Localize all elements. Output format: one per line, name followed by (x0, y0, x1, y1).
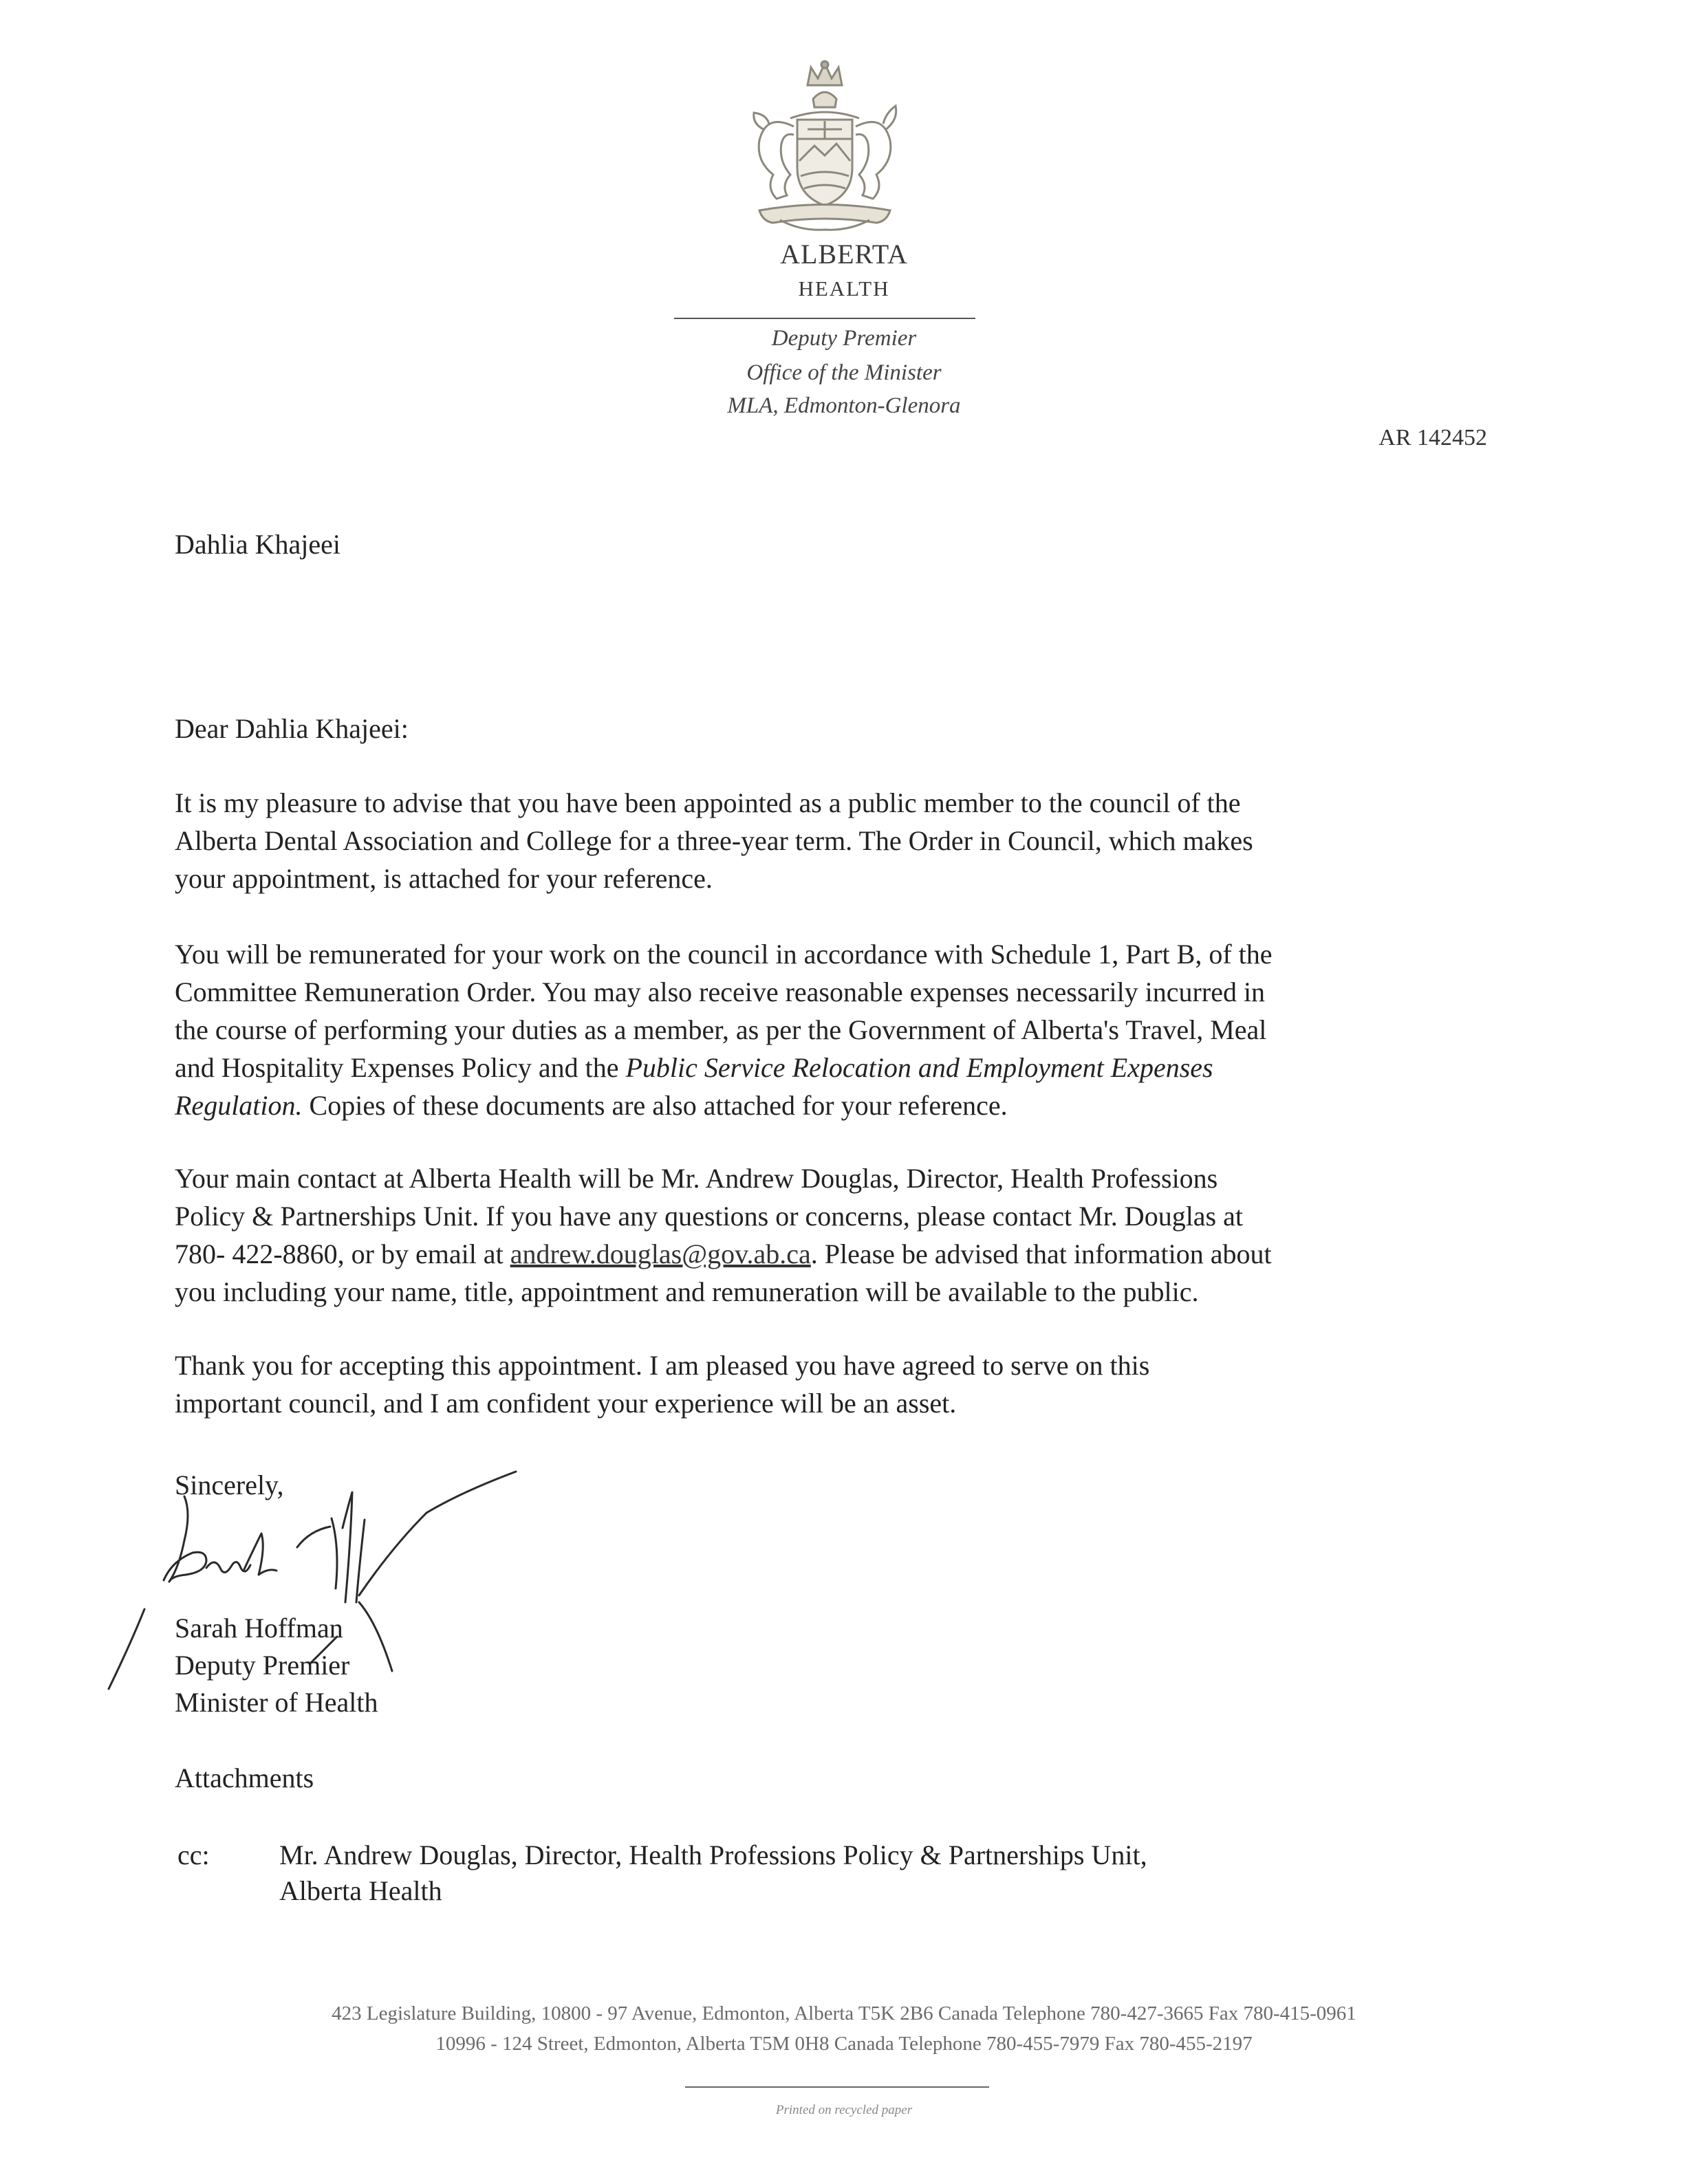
paragraph-remuneration (175, 935, 1523, 1124)
paragraph-text: Copies of these documents are also attached for your reference. (302, 1090, 1008, 1121)
regulation-title: Public Service Relocation and Employment Expenses (625, 1052, 1213, 1083)
paragraph-thanks (175, 1346, 1523, 1422)
paragraph-line (175, 1235, 1523, 1273)
footer-divider (685, 2086, 989, 2088)
paragraph-line: your appointment, is attached for your reference. (175, 863, 713, 894)
signatory-name: Sarah Hoffman (175, 1613, 343, 1644)
paragraph-line: Policy & Partnerships Unit. If you have any questions or concerns, please contact Mr. Douglas at (175, 1201, 1243, 1232)
organization-name: ALBERTA (780, 239, 908, 270)
cc-recipient-line: Mr. Andrew Douglas, Director, Health Professions Policy & Partnerships Unit, (279, 1839, 1147, 1870)
paragraph-line: you including your name, title, appointment and remuneration will be available to the public. (175, 1276, 1199, 1307)
paragraph-line: important council, and I am confident your experience will be an asset. (175, 1388, 957, 1419)
paragraph-appointment (175, 784, 1523, 897)
paragraph-line: Thank you for accepting this appointment. I am pleased you have agreed to serve on this (175, 1350, 1150, 1381)
paragraph-line: Your main contact at Alberta Health will be Mr. Andrew Douglas, Director, Health Professions (175, 1163, 1218, 1194)
footer-address-legislature: 423 Legislature Building, 10800 - 97 Avenue, Edmonton, Alberta T5K 2B6 Canada Telephone 780-427-3665 Fax 780-415-0961 (332, 2002, 1356, 2024)
letterhead-title-deputy-premier: Deputy Premier (771, 326, 917, 351)
paragraph-text: . Please be advised that information about (810, 1238, 1272, 1269)
reference-number: AR 142452 (1378, 425, 1487, 450)
cc-recipient-organization: Alberta Health (279, 1875, 442, 1906)
paragraph-line (175, 1049, 1523, 1086)
email-link[interactable]: andrew.douglas@gov.ab.ca (510, 1238, 811, 1269)
greeting: Dear Dahlia Khajeei: (175, 713, 409, 744)
signatory-title-minister: Minister of Health (175, 1687, 378, 1718)
letterhead-divider (674, 318, 975, 319)
closing: Sincerely, (175, 1470, 284, 1500)
signatory-title-deputy-premier: Deputy Premier (175, 1650, 350, 1681)
department-name: HEALTH (798, 276, 890, 301)
recycled-paper-note: Printed on recycled paper (775, 2103, 913, 2117)
alberta-coat-of-arms-icon (739, 58, 911, 237)
paragraph-line: Alberta Dental Association and College for a three-year term. The Order in Council, which makes (175, 825, 1253, 856)
regulation-title-end: Regulation. (175, 1090, 303, 1121)
cc-label: cc: (177, 1839, 210, 1870)
footer-address-constituency: 10996 - 124 Street, Edmonton, Alberta T5M 0H8 Canada Telephone 780-455-7979 Fax 780-455-2197 (435, 2033, 1253, 2055)
letterhead-title-mla: MLA, Edmonton-Glenora (727, 393, 961, 418)
paragraph-line: the course of performing your duties as a member, as per the Government of Alberta's Travel, Meal (175, 1014, 1267, 1045)
recipient-name: Dahlia Khajeei (175, 529, 340, 560)
letterhead-title-office: Office of the Minister (746, 360, 942, 385)
paragraph-text: and Hospitality Expenses Policy and the (175, 1052, 626, 1083)
paragraph-line (175, 1086, 1523, 1124)
paragraph-line: You will be remunerated for your work on the council in accordance with Schedule 1, Part B, of the (175, 939, 1273, 970)
paragraph-line: It is my pleasure to advise that you have been appointed as a public member to the council of the (175, 787, 1241, 818)
paragraph-line: Committee Remuneration Order. You may also receive reasonable expenses necessarily incurred in (175, 976, 1266, 1007)
attachments-label: Attachments (175, 1762, 314, 1793)
paragraph-contact (175, 1159, 1523, 1311)
paragraph-text: 780- 422-8860, or by email at (175, 1238, 510, 1269)
